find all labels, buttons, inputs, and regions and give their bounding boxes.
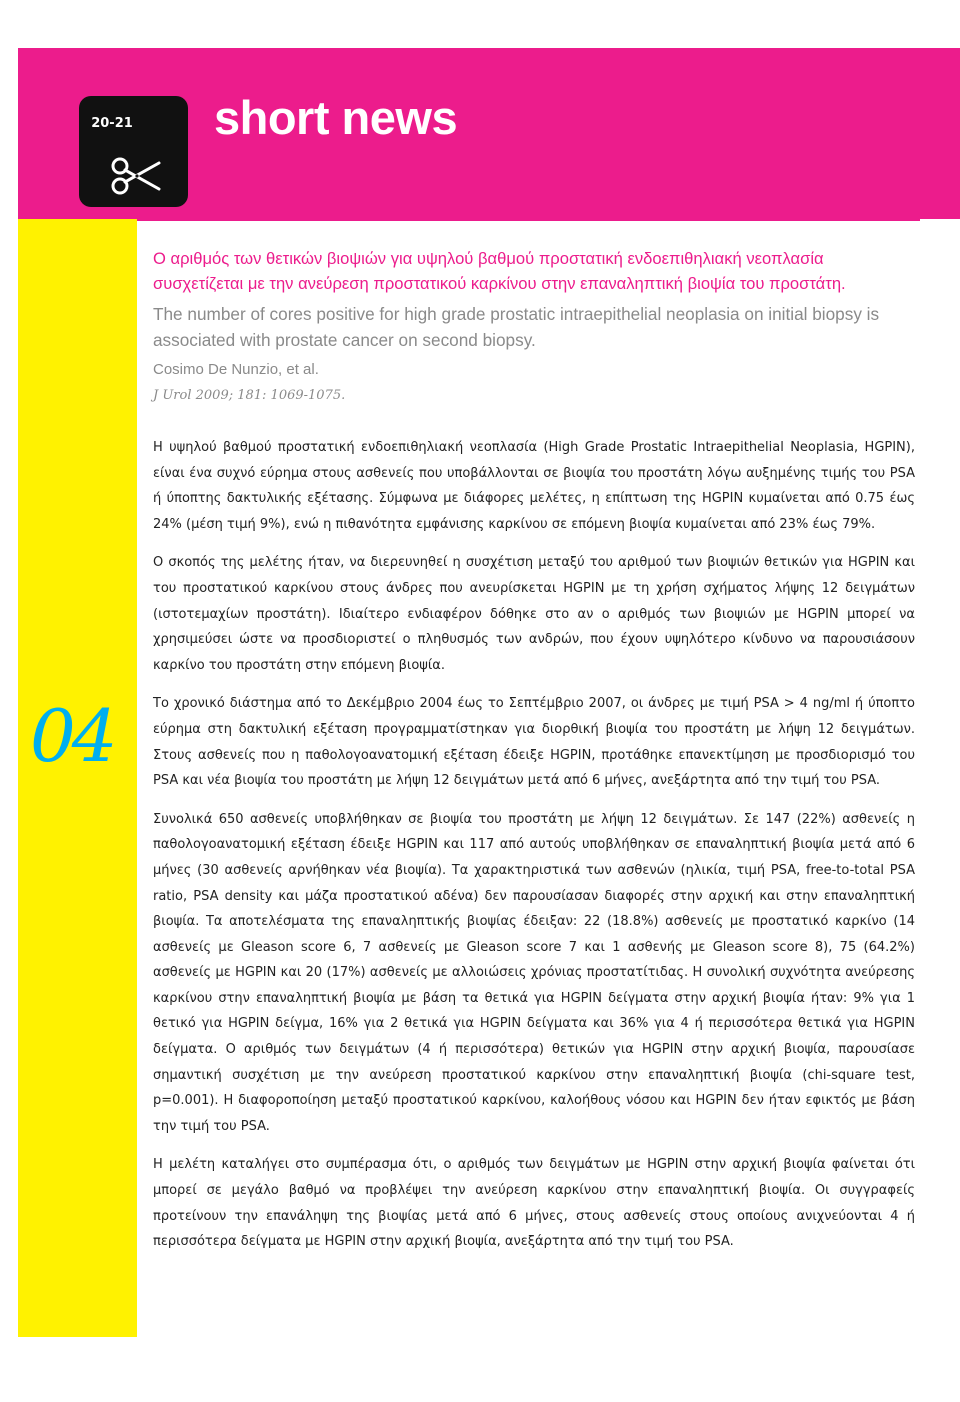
header-fade [930,48,960,219]
body-paragraph: Η μελέτη καταλήγει στο συμπέρασμα ότι, ο αριθμός των δειγμάτων με HGPIN στην αρχική βιοψία φαίνεται ότι μπορεί σε μεγάλο βαθμό να προβλέψει την ανεύρεση καρκίνου στην επαναληπτική βιοψία. Οι συγγραφείς προτείνουν την επανάληψη της βιοψίας μετά από 6 μήνες, στους ασθενείς στους οποίους ανιχνεύονται 4 ή περισσότερα δείγματα με HGPIN στην αρχική βιοψία, ανεξάρτητα από την τιμή του PSA. [153,1157,915,1250]
article [153,246,915,1268]
body-paragraph: Η υψηλού βαθμού προστατική ενδοεπιθηλιακή νεοπλασία (High Grade Prostatic Intraepithelial Neoplasia, HGPIN), είναι ένα συχνό εύρημα στους ασθενείς που υποβάλλονται σε βιοψία του προστάτη λόγω αυξημένης τιμής του PSA ή ύποπτης δακτυλικής εξέτασης. Σύμφωνα με διάφορες μελέτες, η επίπτωση της HGPIN κυμαίνεται από 0.75 έως 24% (μέση τιμή 9%), ενώ η πιθανότητα εμφάνισης καρκίνου σε επόμενη βιοψία κυμαίνεται από 23% έως 79%. [153,440,915,532]
section-badge [79,96,188,207]
page-numbers: 20-21 [91,116,133,131]
section-title: short news [214,91,458,144]
chapter-number: 04 [30,694,114,778]
article-title-english: The number of cores positive for high grade prostatic intraepithelial neoplasia on initial biopsy is associated with prostate cancer on second biopsy. [153,304,880,350]
article-citation: J Urol 2009; 181: 1069-1075. [153,388,346,403]
body-paragraph: Συνολικά 650 ασθενείς υποβλήθηκαν σε βιοψία του προστάτη με λήψη 12 δειγμάτων. Σε 147 (22%) ασθενείς η παθολογοανατομική εξέταση έδειξε HGPIN και 117 από αυτούς υποβλήθηκαν σε επαναληπτική βιοψία μετά από 6 μήνες (30 ασθενείς αρνήθηκαν νέα βιοψία). Τα χαρακτηριστικά των ασθενών (ηλικία, τιμή PSA, free-to-total PSA ratio, PSA density και μάζα προστατικού αδένα) δεν παρουσίασαν διαφορές στην αρχική και στην επαναληπτική βιοψία. Τα αποτελέσματα της επαναληπτικής βιοψίας έδειξαν: 22 (18.8%) ασθενείς με προστατικό καρκίνο (14 ασθενείς με Gleason score 6, 7 ασθενείς με Gleason score 7 και 1 ασθενής με Gleason score 8), 75 (64.2%) ασθενείς με HGPIN και 20 (17%) ασθενείς με αλλοιώσεις χρόνιας προστατίτιδας. Η συνολική συχνότητα ανεύρεσης καρκίνου στην επαναληπτική βιοψία με βάση τα θετικά για HGPIN δείγματα στην αρχική βιοψία ήταν: 9% για 1 θετικό για HGPIN δείγμα, 16% για 2 θετικά για HGPIN δείγματα και 36% για 4 ή περισσότερα θετικά για HGPIN δείγματα. Ο αριθμός των δειγμάτων (4 ή περισσότερα) θετικών για HGPIN στην αρχική βιοψία, παρουσίασε σημαντική συσχέτιση με την ανεύρεση προστατικού καρκίνου στην επαναληπτική βιοψία (chi-square test, p=0.001). Η διαφοροποίηση μεταξύ προστατικού καρκίνου, καλοήθους νόσου και HGPIN δεν ήταν εφικτός με βάση την τιμή του PSA. [153,811,915,1134]
article-authors: Cosimo De Nunzio, et al. [153,361,319,378]
article-title-greek: Ο αριθμός των θετικών βιοψιών για υψηλού βαθμού προστατική ενδοεπιθηλιακή νεοπλασία συσχετίζεται με την ανεύρεση προστατικού καρκίνου στην επαναληπτική βιοψία του προστάτη. [153,249,846,293]
body-paragraph: Το χρονικό διάστημα από το Δεκέμβριο 2004 έως το Σεπτέμβριο 2007, οι άνδρες με τιμή PSA > 4 ng/ml ή ύποπτο εύρημα στη δακτυλική εξέταση προγραμματίστηκαν για διορθική βιοψία του προστάτη με λήψη 12 δειγμάτων. Στους ασθενείς που η παθολογοανατομική εξέταση έδειξε HGPIN, προτάθηκε επανεκτίμηση με προσδιορισμό του PSA και νέα βιοψία του προστάτη με λήψη 12 δειγμάτων μετά από 6 μήνες, ανεξάρτητα από την τιμή του PSA. [153,696,915,789]
sidebar-band [18,219,137,1337]
article-body [153,435,915,1255]
header-divider [137,218,920,221]
scissors-icon [109,154,161,198]
body-paragraph: Ο σκοπός της μελέτης ήταν, να διερευνηθεί η συσχέτιση μεταξύ του αριθμού των βιοψιών θετικών για HGPIN και του προστατικού καρκίνου στους άνδρες που ανευρίσκεται HGPIN με τη χρήση σχήματος λήψης 12 δειγμάτων (ιστοτεμαχίων προστάτη). Ιδιαίτερο ενδιαφέρον δόθηκε στο αν ο αριθμός των βιοψιών με HGPIN μπορεί να χρησιμεύσει ώστε να προσδιοριστεί ο πληθυσμός των ανδρών, που έχουν υψηλότερο κίνδυνο να παρουσιάσουν καρκίνο του προστάτη στην επόμενη βιοψία. [153,555,915,673]
